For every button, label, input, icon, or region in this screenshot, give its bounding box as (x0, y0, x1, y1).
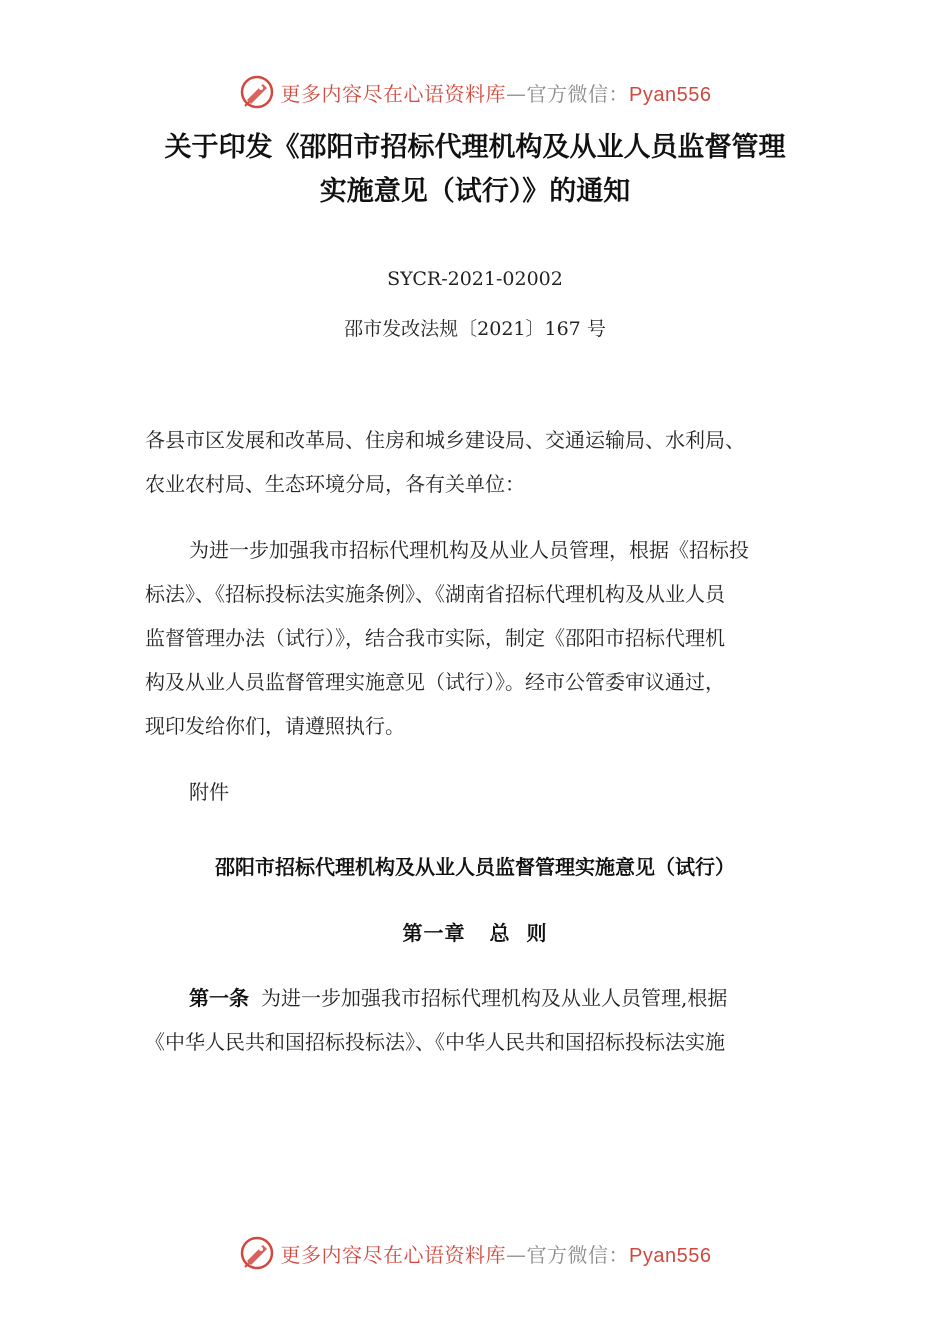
watermark-text (281, 78, 712, 107)
pen-nib-logo-icon (239, 74, 275, 110)
chapter-number: 第一章 (402, 921, 466, 945)
watermark-brand: 更多内容尽在心语资料库 (280, 1242, 507, 1267)
body-line: 监督管理办法（试行）》，结合我市实际，制定《邵阳市招标代理机 (145, 626, 725, 650)
chapter-name: 总 则 (489, 921, 548, 945)
body-line: 构及从业人员监督管理实施意见（试行）》。经市公管委审议通过， (145, 670, 725, 694)
body-line: 标法》、《招标投标法实施条例》、《湖南省招标代理机构及从业人员 (145, 582, 725, 606)
article-1 (145, 976, 810, 1064)
body-line: 现印发给你们，请遵照执行。 (145, 714, 405, 738)
recipients-line: 各县市区发展和改革局、住房和城乡建设局、交通运输局、水利局、 (145, 428, 745, 452)
recipients-paragraph (145, 418, 810, 506)
watermark-brand: 更多内容尽在心语资料库 (280, 81, 507, 106)
watermark-footer (0, 1231, 950, 1275)
article-text: 为进一步加强我市招标代理机构及从业人员管理,根据 (261, 986, 728, 1010)
article-line (145, 976, 810, 1020)
watermark-separator: — (506, 1242, 527, 1267)
body-paragraph (145, 528, 810, 748)
watermark-separator: — (506, 81, 527, 106)
chapter-heading (100, 917, 850, 946)
watermark-wechat-id: Pyan556 (629, 1244, 712, 1267)
watermark-text (281, 1239, 712, 1268)
article-line: 《中华人民共和国招标投标法》、《中华人民共和国招标投标法实施 (145, 1030, 725, 1054)
attachment-label: 附件 (189, 780, 229, 804)
watermark-wechat-label: 官方微信： (526, 81, 630, 106)
attachment-title: 邵阳市招标代理机构及从业人员监督管理实施意见（试行） (215, 855, 735, 879)
document-title-line-2: 实施意见（试行）》的通知 (319, 176, 631, 207)
watermark-wechat-label: 官方微信： (526, 1242, 630, 1267)
document-title-line-1: 关于印发《邵阳市招标代理机构及从业人员监督管理 (164, 132, 786, 163)
pen-nib-logo-icon (239, 1235, 275, 1271)
watermark-wechat-id: Pyan556 (629, 83, 712, 106)
document-code: SYCR-2021-02002 (387, 268, 563, 290)
document-reference-number: 邵市发改法规〔2021〕167 号 (344, 318, 606, 340)
watermark-header (0, 70, 950, 114)
body-line: 为进一步加强我市招标代理机构及从业人员管理，根据《招标投 (189, 538, 749, 562)
recipients-line: 农业农村局、生态环境分局，各有关单位： (145, 472, 525, 496)
article-number: 第一条 (189, 986, 249, 1010)
